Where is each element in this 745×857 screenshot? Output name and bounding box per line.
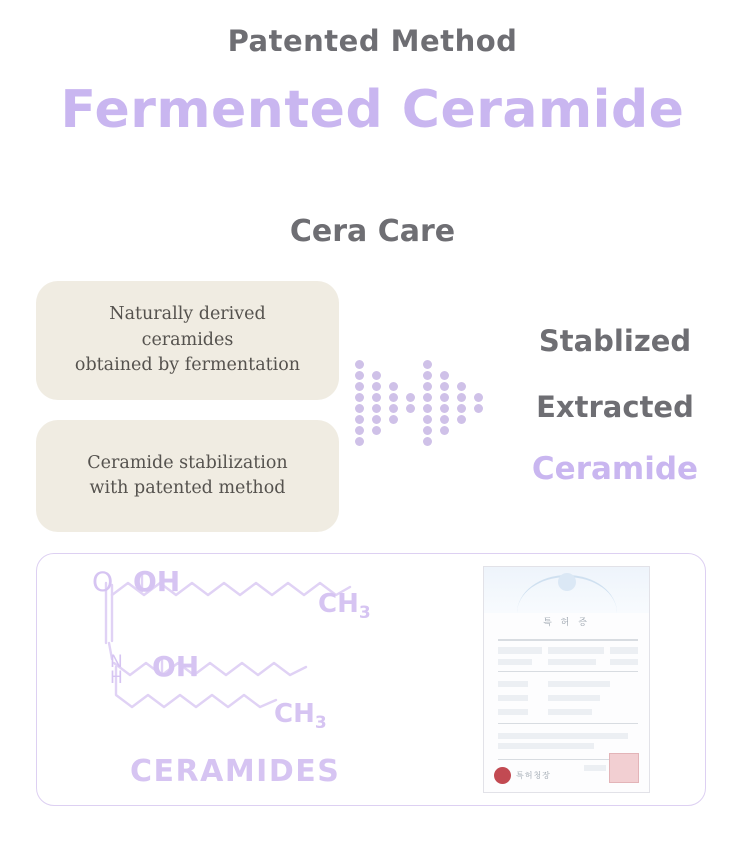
arrow-dot bbox=[355, 404, 364, 413]
arrow-dot bbox=[457, 382, 466, 391]
arrow-dot bbox=[423, 437, 432, 446]
brand-subtitle: Cera Care bbox=[289, 214, 456, 249]
arrow-dot bbox=[389, 393, 398, 402]
molecule-label-nitrogen: N bbox=[110, 652, 123, 672]
arrow-dot bbox=[423, 415, 432, 424]
result-label-stablized: Stablized bbox=[538, 324, 692, 358]
methyl-text: CH bbox=[274, 699, 315, 729]
arrow-dot bbox=[355, 371, 364, 380]
certificate-stamp-icon bbox=[609, 753, 639, 783]
molecule-caption: CERAMIDES bbox=[130, 754, 341, 789]
arrow-dot bbox=[372, 382, 381, 391]
arrow-dot bbox=[440, 415, 449, 424]
molecule-label-methyl-bottom bbox=[274, 699, 327, 733]
arrow-dot bbox=[474, 393, 483, 402]
arrow-dot bbox=[372, 426, 381, 435]
arrow-dot bbox=[423, 393, 432, 402]
arrow-dot bbox=[372, 371, 381, 380]
feature-card-stabilization bbox=[36, 420, 339, 532]
arrow-dot bbox=[440, 371, 449, 380]
arrow-dot bbox=[355, 360, 364, 369]
arrow-dot bbox=[355, 415, 364, 424]
arrow-dot bbox=[389, 382, 398, 391]
feature-card-naturally-derived bbox=[36, 281, 339, 400]
arrow-dot bbox=[372, 393, 381, 402]
result-label-extracted: Extracted bbox=[536, 390, 694, 424]
arrow-dot bbox=[372, 415, 381, 424]
arrow-dot bbox=[457, 404, 466, 413]
card-line: with patented method bbox=[89, 478, 286, 498]
page-title: Fermented Ceramide bbox=[60, 80, 685, 140]
methyl-subscript: 3 bbox=[314, 713, 327, 734]
arrow-dot bbox=[423, 382, 432, 391]
arrow-dot bbox=[423, 360, 432, 369]
molecule-label-oxygen: O bbox=[92, 567, 114, 598]
methyl-text: CH bbox=[318, 589, 359, 619]
card-line: Naturally derived bbox=[109, 304, 266, 325]
eyebrow-heading: Patented Method bbox=[227, 24, 518, 58]
patent-certificate-image bbox=[483, 566, 650, 793]
card-line: ceramides bbox=[141, 329, 234, 350]
arrow-dot bbox=[406, 393, 415, 402]
card-line: obtained by fermentation bbox=[74, 355, 301, 376]
arrow-dot bbox=[457, 393, 466, 402]
molecule-label-methyl-top bbox=[318, 589, 371, 623]
card-line: Ceramide stabilization bbox=[87, 452, 288, 473]
arrow-dot bbox=[440, 393, 449, 402]
certificate-seal-icon bbox=[494, 767, 511, 784]
dotted-arrow-icon bbox=[355, 360, 500, 445]
molecule-label-hydroxyl-top: OH bbox=[133, 565, 181, 598]
molecule-label-hydrogen: H bbox=[110, 668, 123, 688]
arrow-dot bbox=[355, 393, 364, 402]
arrow-dot bbox=[355, 426, 364, 435]
certificate-badge-icon bbox=[558, 573, 576, 591]
arrow-dot bbox=[440, 426, 449, 435]
arrow-dot bbox=[372, 404, 381, 413]
result-label-ceramide: Ceramide bbox=[531, 451, 699, 487]
methyl-subscript: 3 bbox=[358, 603, 371, 624]
molecule-label-hydroxyl-mid: OH bbox=[152, 650, 200, 683]
arrow-dot bbox=[423, 371, 432, 380]
certificate-title: 특 허 증 bbox=[543, 618, 590, 628]
arrow-dot bbox=[440, 382, 449, 391]
arrow-dot bbox=[406, 404, 415, 413]
arrow-dot bbox=[423, 426, 432, 435]
arrow-dot bbox=[355, 437, 364, 446]
certificate-footer: 특허청장 bbox=[516, 771, 551, 780]
arrow-dot bbox=[457, 415, 466, 424]
arrow-dot bbox=[389, 404, 398, 413]
arrow-dot bbox=[355, 382, 364, 391]
arrow-dot bbox=[474, 404, 483, 413]
arrow-dot bbox=[389, 415, 398, 424]
arrow-dot bbox=[423, 404, 432, 413]
arrow-dot bbox=[440, 404, 449, 413]
